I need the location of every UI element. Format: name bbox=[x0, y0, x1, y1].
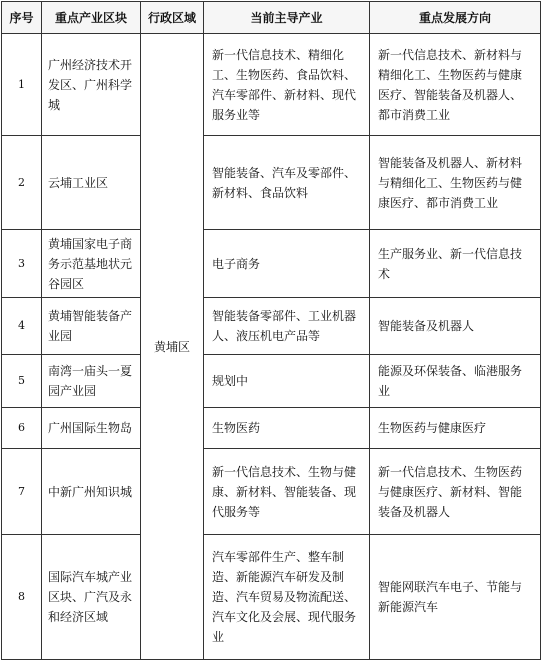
row-number: 1 bbox=[2, 34, 42, 136]
row-number: 8 bbox=[2, 535, 42, 660]
header-no: 序号 bbox=[2, 2, 42, 34]
zone-cell: 广州国际生物岛 bbox=[42, 408, 141, 449]
table-row bbox=[2, 449, 541, 535]
row-number: 4 bbox=[2, 298, 42, 355]
header-row bbox=[2, 2, 541, 34]
zone-cell: 黄埔国家电子商务示范基地状元谷园区 bbox=[42, 230, 141, 298]
zone-cell: 黄埔智能装备产业园 bbox=[42, 298, 141, 355]
row-number: 3 bbox=[2, 230, 42, 298]
industry-cell: 规划中 bbox=[204, 355, 370, 408]
direction-cell: 生物医药与健康医疗 bbox=[370, 408, 541, 449]
direction-cell: 新一代信息技术、新材料与精细化工、生物医药与健康医疗、智能装备及机器人、都市消费工业 bbox=[370, 34, 541, 136]
industry-cell: 智能装备零部件、工业机器人、液压机电产品等 bbox=[204, 298, 370, 355]
table-row bbox=[2, 230, 541, 298]
header-direction: 重点发展方向 bbox=[370, 2, 541, 34]
direction-cell: 智能装备及机器人、新材料与精细化工、生物医药与健康医疗、都市消费工业 bbox=[370, 136, 541, 230]
zone-cell: 广州经济技术开发区、广州科学城 bbox=[42, 34, 141, 136]
header-zone: 重点产业区块 bbox=[42, 2, 141, 34]
zone-cell: 云埔工业区 bbox=[42, 136, 141, 230]
district-cell: 黄埔区 bbox=[141, 34, 204, 660]
industry-cell: 汽车零部件生产、整车制造、新能源汽车研发及制造、汽车贸易及物流配送、汽车文化及会展、现代服务业 bbox=[204, 535, 370, 660]
zone-cell: 南湾一庙头一夏园产业园 bbox=[42, 355, 141, 408]
row-number: 2 bbox=[2, 136, 42, 230]
direction-cell: 生产服务业、新一代信息技术 bbox=[370, 230, 541, 298]
industry-zone-table bbox=[1, 1, 541, 660]
header-district: 行政区域 bbox=[141, 2, 204, 34]
row-number: 7 bbox=[2, 449, 42, 535]
zone-cell: 国际汽车城产业区块、广汽及永和经济区域 bbox=[42, 535, 141, 660]
table-row bbox=[2, 298, 541, 355]
direction-cell: 新一代信息技术、生物医药与健康医疗、新材料、智能装备及机器人 bbox=[370, 449, 541, 535]
table-row bbox=[2, 535, 541, 660]
row-number: 6 bbox=[2, 408, 42, 449]
table-row bbox=[2, 136, 541, 230]
industry-cell: 电子商务 bbox=[204, 230, 370, 298]
industry-cell: 新一代信息技术、精细化工、生物医药、食品饮料、汽车零部件、新材料、现代服务业等 bbox=[204, 34, 370, 136]
header-industry: 当前主导产业 bbox=[204, 2, 370, 34]
industry-cell: 新一代信息技术、生物与健康、新材料、智能装备、现代服务等 bbox=[204, 449, 370, 535]
industry-cell: 智能装备、汽车及零部件、新材料、食品饮料 bbox=[204, 136, 370, 230]
zone-cell: 中新广州知识城 bbox=[42, 449, 141, 535]
row-number: 5 bbox=[2, 355, 42, 408]
table-row bbox=[2, 34, 541, 136]
direction-cell: 智能网联汽车电子、节能与新能源汽车 bbox=[370, 535, 541, 660]
table-row bbox=[2, 408, 541, 449]
industry-cell: 生物医药 bbox=[204, 408, 370, 449]
direction-cell: 智能装备及机器人 bbox=[370, 298, 541, 355]
table-row bbox=[2, 355, 541, 408]
direction-cell: 能源及环保装备、临港服务业 bbox=[370, 355, 541, 408]
